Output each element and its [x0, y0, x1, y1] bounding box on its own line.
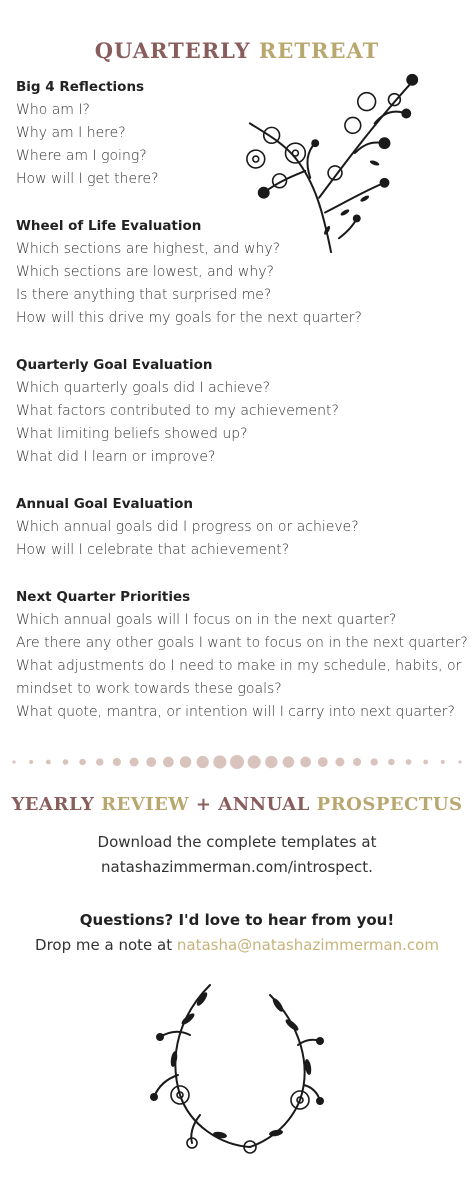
divider-dot [388, 759, 395, 766]
contact-prefix: Drop me a note at [35, 936, 173, 954]
section-next-quarter [16, 586, 466, 724]
divider-dot [353, 758, 361, 766]
questions-heading: Questions? I'd love to hear from you! [79, 911, 395, 929]
divider-dot [46, 760, 51, 765]
divider-dot [96, 758, 103, 765]
bottom-title-word: REVIEW [101, 794, 190, 815]
title-part-1: QUARTERLY [94, 38, 251, 63]
question: Which sections are highest, and why? [16, 241, 281, 257]
divider-dot [29, 760, 33, 764]
bottom-title-word: YEARLY [11, 794, 95, 815]
section-heading: Quarterly Goal Evaluation [16, 357, 213, 373]
divider-dot [146, 757, 156, 767]
divider-dot [406, 759, 412, 765]
question: Are there any other goals I want to focus on in the next quarter? [16, 635, 468, 651]
divider-dot [300, 757, 311, 768]
section-heading: Big 4 Reflections [16, 79, 145, 95]
question: Which annual goals did I progress on or achieve? [16, 519, 359, 535]
question: How will I get there? [16, 171, 159, 187]
question: Which sections are lowest, and why? [16, 264, 274, 280]
title-part-2: RETREAT [258, 38, 380, 63]
section-annual-goals [16, 493, 466, 562]
divider-dot [318, 757, 328, 767]
bottom-title-word: ANNUAL [218, 794, 310, 815]
divider-dot [197, 756, 209, 768]
contact-line [0, 933, 474, 958]
divider-dot [458, 760, 461, 763]
reflection-sections [16, 76, 466, 748]
question: Where am I going? [16, 148, 147, 164]
question: What did I learn or improve? [16, 449, 216, 465]
bottom-title-word: PROSPECTUS [316, 794, 463, 815]
section-heading: Next Quarter Priorities [16, 589, 191, 605]
page-title [0, 38, 474, 63]
section-heading: Wheel of Life Evaluation [16, 218, 202, 234]
question: What adjustments do I need to make in my schedule, habits, or mindset to work towards these goals? [16, 658, 462, 697]
divider-dot [265, 756, 277, 768]
divider-dot [213, 755, 226, 768]
download-line-1: Download the complete templates at [97, 833, 377, 851]
divider-dot [63, 759, 69, 765]
divider-dot [79, 759, 86, 766]
question: Which annual goals will I focus on in the next quarter? [16, 612, 397, 628]
question: What quote, mantra, or intention will I carry into next quarter? [16, 704, 455, 720]
divider-dot [180, 756, 192, 768]
divider-dot [113, 758, 121, 766]
question: Why am I here? [16, 125, 126, 141]
download-link[interactable]: natashazimmerman.com/introspect. [101, 858, 373, 876]
divider-dot [130, 757, 139, 766]
section-quarterly-goals [16, 354, 466, 469]
question: How will this drive my goals for the next quarter? [16, 310, 362, 326]
question: Who am I? [16, 102, 90, 118]
bottom-title [0, 794, 474, 815]
section-big-4 [16, 76, 466, 191]
question: Which quarterly goals did I achieve? [16, 380, 271, 396]
divider-dot [423, 760, 428, 765]
question: What limiting beliefs showed up? [16, 426, 248, 442]
bottom-title-plus: + [195, 794, 212, 815]
divider-dot [371, 758, 378, 765]
divider-dot [12, 760, 15, 763]
download-text [0, 830, 474, 880]
question: How will I celebrate that achievement? [16, 542, 290, 558]
email-link[interactable]: natasha@natashazimmerman.com [176, 936, 439, 954]
divider-dot [335, 757, 344, 766]
question: What factors contributed to my achievement? [16, 403, 339, 419]
section-heading: Annual Goal Evaluation [16, 496, 193, 512]
dotted-divider [0, 752, 474, 772]
divider-dot [283, 756, 295, 768]
divider-dot [230, 755, 244, 769]
question: Is there anything that surprised me? [16, 287, 272, 303]
divider-dot [441, 760, 445, 764]
section-wheel-of-life [16, 215, 466, 330]
divider-dot [163, 757, 174, 768]
divider-dot [248, 755, 261, 768]
floral-wreath-illustration [150, 975, 324, 1155]
